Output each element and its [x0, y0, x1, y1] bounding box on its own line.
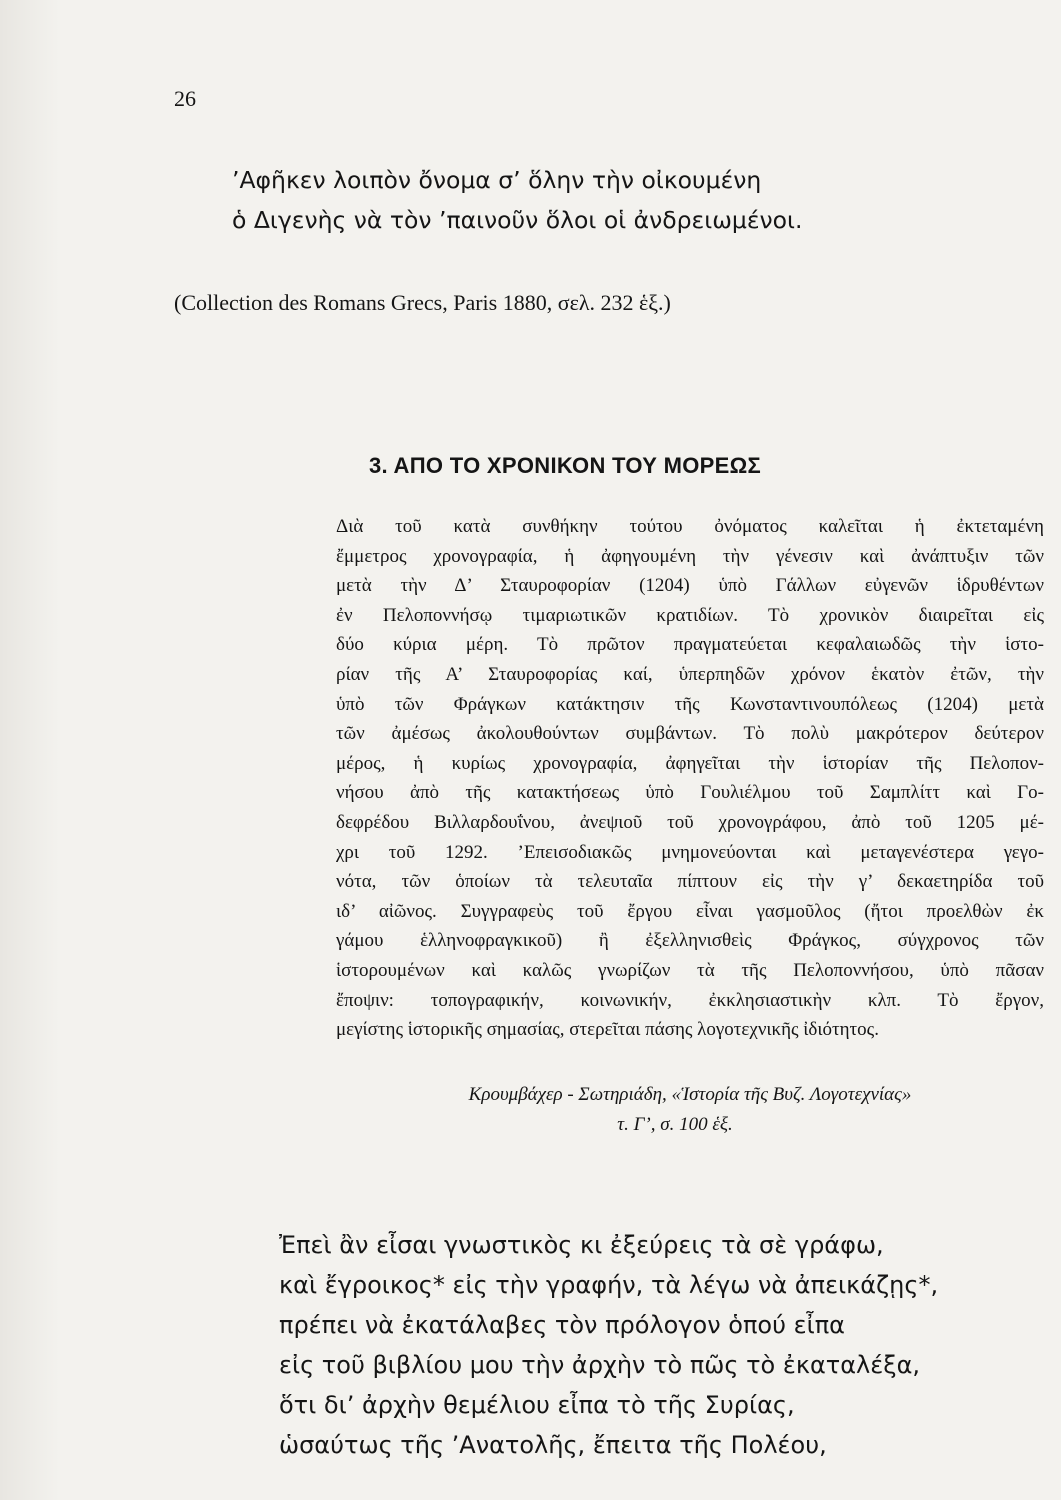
page-number: 26 [174, 86, 196, 111]
verse-line: ὅτι δι’ ἀρχὴν θεμέλιου εἶπα τὸ τῆς Συρίας, [279, 1391, 795, 1419]
source-reference [336, 1080, 1044, 1140]
verse-line: ὁ Διγενὴς νὰ τὸν ’παινοῦν ὅλοι οἱ ἀνδρειωμένοι. [232, 206, 803, 234]
verse-line: Ἐπεὶ ἂν εἶσαι γνωστικὸς κι ἐξεύρεις τὰ σὲ γράφω, [279, 1231, 884, 1259]
citation: (Collection des Romans Grecs, Paris 1880, σελ. 232 ἑξ.) [174, 290, 671, 315]
verse-excerpt-top [232, 160, 802, 240]
section-heading: 3. ΑΠΟ ΤΟ ΧΡΟΝΙΚΟΝ ΤΟΥ ΜΟΡΕΩΣ [369, 453, 762, 478]
prose-line: γάμου ἑλληνοφραγκικοῦ) ἢ ἐξελληνισθεὶς Φράγκος, σύγχρονος τῶν [336, 930, 1044, 952]
verse-line: καὶ ἔγροικος* εἰς τὴν γραφήν, τὰ λέγω νὰ ἀπεικάζῃς*, [279, 1271, 939, 1299]
prose-line: ιδ’ αἰῶνος. Συγγραφεὺς τοῦ ἔργου εἶναι γασμοῦλος (ἤτοι προελθὼν ἐκ [336, 900, 1044, 922]
prose-line: μετὰ τὴν Δ’ Σταυροφορίαν (1204) ὑπὸ Γάλλων εὐγενῶν ἱδρυθέντων [336, 575, 1044, 597]
prose-line: ἔμμετρος χρονογραφία, ἡ ἀφηγουμένη τὴν γένεσιν καὶ ἀνάπτυξιν τῶν [336, 545, 1044, 567]
prose-line: ὑπὸ τῶν Φράγκων κατάκτησιν τῆς Κωνσταντινουπόλεως (1204) μετὰ [336, 693, 1044, 715]
prose-line: νότα, τῶν ὁποίων τὰ τελευταῖα πίπτουν εἰς τὴν γ’ δεκαετηρίδα τοῦ [336, 871, 1044, 893]
source-line: τ. Γ’, σ. 100 ἑξ. [617, 1114, 733, 1135]
prose-line: τῶν ἀμέσως ἀκολουθούντων συμβάντων. Τὸ πολὺ μακρότερον δεύτερον [336, 723, 1044, 745]
verse-line: εἰς τοῦ βιβλίου μου τὴν ἀρχὴν τὸ πῶς τὸ ἐκαταλέξα, [279, 1351, 921, 1379]
prose-line: μέρος, ἡ κυρίως χρονογραφία, ἀφηγεῖται τὴν ἱστορίαν τῆς Πελοπον- [336, 752, 1044, 774]
prose-paragraph [336, 512, 1044, 1045]
verse-excerpt-bottom [279, 1225, 938, 1465]
verse-line: ’Αφῆκεν λοιπὸν ὄνομα σ’ ὅλην τὴν οἰκουμένη [232, 166, 762, 194]
prose-line: ἱστορουμένων καὶ καλῶς γνωρίζων τὰ τῆς Πελοποννήσου, ὑπὸ πᾶσαν [336, 959, 1044, 981]
verse-line: ὡσαύτως τῆς ’Ανατολῆς, ἔπειτα τῆς Πολέου, [279, 1431, 827, 1459]
prose-line: δεφρέδου Βιλλαρδουΐνου, ἀνεψιοῦ τοῦ χρονογράφου, ἀπὸ τοῦ 1205 μέ- [336, 811, 1044, 833]
prose-line: ἐν Πελοποννήσῳ τιμαριωτικῶν κρατιδίων. Τὸ χρονικὸν διαιρεῖται εἰς [336, 604, 1044, 626]
prose-line: χρι τοῦ 1292. ’Επεισοδιακῶς μνημονεύονται καὶ μεταγενέστερα γεγο- [336, 841, 1044, 863]
prose-line: Διὰ τοῦ κατὰ συνθήκην τούτου ὀνόματος καλεῖται ἡ ἐκτεταμένη [336, 516, 1044, 537]
page-edge-shadow [0, 0, 60, 1500]
prose-line: νήσου ἀπὸ τῆς κατακτήσεως ὑπὸ Γουλιέλμου τοῦ Σαμπλίττ καὶ Γο- [336, 782, 1044, 804]
source-line: Κρουμβάχερ - Σωτηριάδη, «Ἱστορία τῆς Βυζ. Λογοτεχνίας» [468, 1084, 912, 1105]
prose-line: ἔποψιν: τοπογραφικήν, κοινωνικήν, ἐκκλησιαστικὴν κλπ. Τὸ ἔργον, [336, 989, 1044, 1011]
prose-line: ρίαν τῆς Α’ Σταυροφορίας καί, ὑπερπηδῶν χρόνον ἑκατὸν ἐτῶν, τὴν [336, 663, 1044, 685]
prose-line: μεγίστης ἱστορικῆς σημασίας, στερεῖται πάσης λογοτεχνικῆς ἰδιότητος. [336, 1019, 879, 1041]
verse-line: πρέπει νὰ ἐκατάλαβες τὸν πρόλογον ὁπού εἶπα [279, 1311, 845, 1339]
prose-line: δύο κύρια μέρη. Τὸ πρῶτον πραγματεύεται κεφαλαιωδῶς τὴν ἱστο- [336, 634, 1044, 656]
